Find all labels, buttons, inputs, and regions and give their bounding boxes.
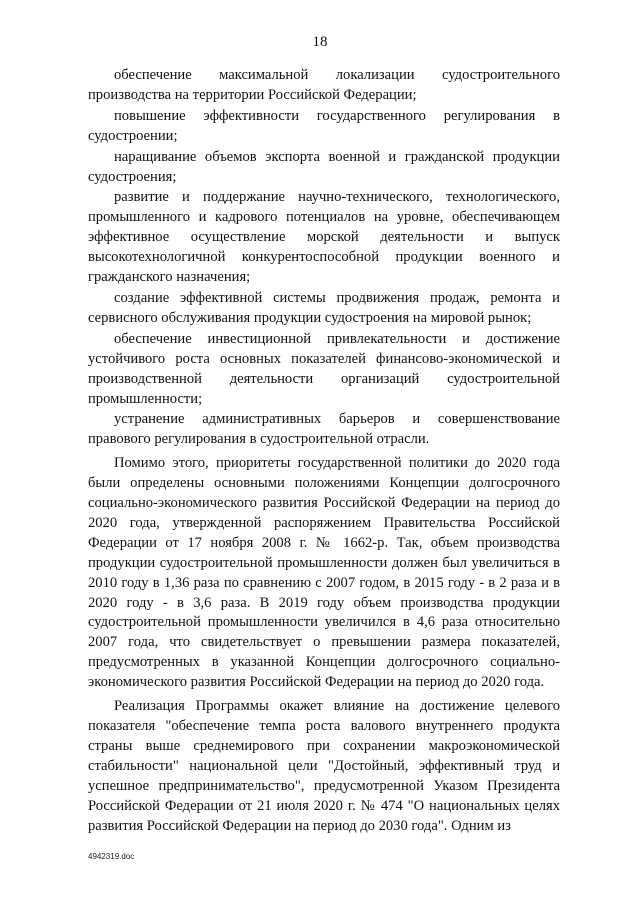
list-item: развитие и поддержание научно-технического, технологического, промышленного и кадрового потенциалов на уровне, обеспечивающем эффективное осуществление морской деятельности и выпуск высокотехнологичной конкурентоспособной продукции военного и гражданского назначения;: [88, 189, 560, 286]
body-paragraph: Реализация Программы окажет влияние на достижение целевого показателя "обеспечение темпа роста валового внутреннего продукта страны выше среднемирового при сохранении макроэкономической стабильности" национальной цели "Достойный, эффективный труд и успешное предпринимательство", предусмотренной Указом Президента Российской Федерации от 21 июля 2020 г. № 474 "О национальных целях развития Российской Федерации на период до 2030 года". Одним из: [88, 698, 560, 834]
list-item: наращивание объемов экспорта военной и гражданской продукции судостроения;: [88, 148, 560, 185]
list-item: повышение эффективности государственного регулирования в судостроении;: [88, 107, 560, 144]
body-paragraph: Помимо этого, приоритеты государственной политики до 2020 года были определены основными положениями Концепции долгосрочного социально-экономического развития Российской Федерации на период до 2020 года, утвержденной распоряжением Правительства Российской Федерации от 17 ноября 2008 г. № 1662-р. Так, объем производства продукции судостроительной промышленности должен был увеличиться в 2010 году в 1,36 раза по сравнению с 2007 годом, в 2015 году - в 2 раза и в 2020 году - в 3,6 раза. В 2019 году объем производства продукции судостроительной промышленности увеличился в 4,6 раза относительно 2007 года, что свидетельствует о превышении размера показателей, предусмотренных в указанной Концепции долгосрочного социально-экономического развития Российской Федерации на период до 2020 года.: [88, 455, 560, 691]
list-item: обеспечение максимальной локализации судостроительного производства на территории Российской Федерации;: [88, 67, 560, 103]
list-item: создание эффективной системы продвижения продаж, ремонта и сервисного обслуживания продукции судостроения на мировой рынок;: [88, 289, 560, 326]
document-file-code: 4942319.doc: [88, 852, 135, 861]
list-item: обеспечение инвестиционной привлекательности и достижение устойчивого роста основных показателей финансово-экономической и производственной деятельности организаций судостроительной промышленности;: [88, 330, 560, 407]
list-item: устранение административных барьеров и совершенствование правового регулирования в судостроительной отрасли.: [88, 411, 560, 448]
page-number: 18: [312, 34, 328, 50]
document-body: [88, 66, 560, 836]
